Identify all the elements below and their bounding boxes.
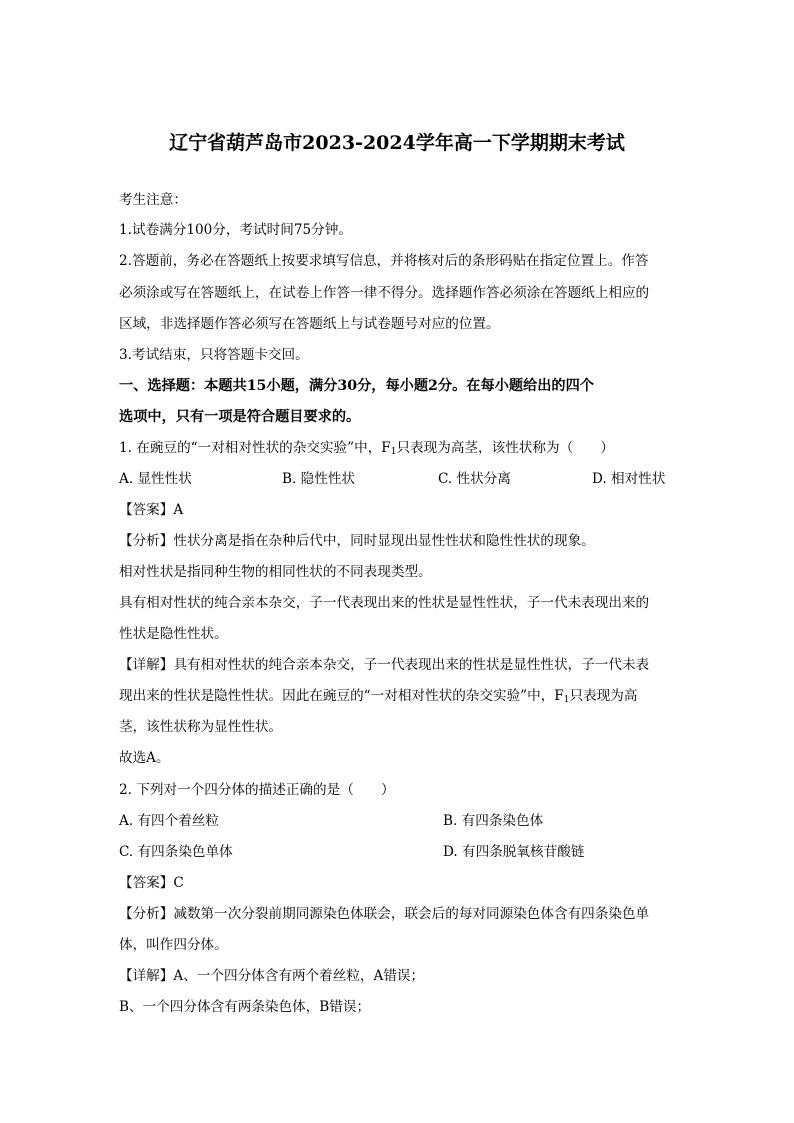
q1-analysis: 性状是隐性性状。 (119, 626, 228, 642)
q1-detail: 茎，该性状称为显性性状。 (119, 719, 283, 735)
section-heading: 一、选择题：本题共15小题，满分30分，每小题2分。在每小题给出的四个 (119, 378, 594, 394)
q1-detail: 【详解】具有相对性状的纯合亲本杂交，子一代表现出来的性状是显性性状，子一代未表 (119, 657, 650, 673)
q2-detail: 【详解】A、一个四分体含有两个着丝粒，A错误； (119, 968, 425, 984)
q2-option-d: D. 有四条脱氧核苷酸链 (443, 844, 585, 860)
q2-option-b: B. 有四条染色体 (443, 813, 544, 829)
q1-option-b: B. 隐性性状 (282, 471, 356, 487)
notice-item: 2.答题前，务必在答题纸上按要求填写信息，并将核对后的条形码贴在指定位置上。作答 (119, 253, 649, 269)
q2-detail: B、一个四分体含有两条染色体，B错误； (119, 999, 371, 1015)
question-1-stem: 1. 在豌豆的“一对相对性状的杂交实验”中，$F_1$只表现为高茎，该性状称为（ ） (119, 440, 614, 457)
q1-option-c: C. 性状分离 (438, 471, 511, 487)
question-2-stem: 2. 下列对一个四分体的描述正确的是（ ） (119, 782, 395, 798)
q1-analysis: 相对性状是指同种生物的相同性状的不同表现类型。 (119, 564, 432, 580)
q2-analysis: 体，叫作四分体。 (119, 937, 228, 953)
section-heading-cont: 选项中，只有一项是符合题目要求的。 (119, 409, 361, 425)
q2-answer: 【答案】C (119, 875, 184, 891)
notice-item: 1.试卷满分100分，考试时间75分钟。 (119, 222, 352, 238)
notice-item: 必须涂或写在答题纸上，在试卷上作答一律不得分。选择题作答必须涂在答题纸上相应的 (119, 285, 650, 301)
q1-analysis: 具有相对性状的纯合亲本杂交，子一代表现出来的性状是显性性状，子一代未表现出来的 (119, 595, 650, 611)
notice-item: 3.考试结束，只将答题卡交回。 (119, 347, 309, 363)
q1-option-a: A. 显性性状 (119, 471, 192, 487)
q1-option-d: D. 相对性状 (592, 471, 666, 487)
q1-analysis: 【分析】性状分离是指在杂种后代中，同时显现出显性性状和隐性性状的现象。 (119, 533, 595, 549)
q1-detail: 现出来的性状是隐性性状。因此在豌豆的“一对相对性状的杂交实验”中，$F_1$只表现为高 (119, 688, 638, 705)
q1-choose: 故选A。 (119, 750, 170, 766)
notice-heading: 考生注意： (119, 192, 187, 208)
q2-option-a: A. 有四个着丝粒 (119, 813, 220, 829)
q1-answer: 【答案】A (119, 502, 184, 518)
q2-analysis: 【分析】减数第一次分裂前期同源染色体联会，联会后的每对同源染色体含有四条染色单 (119, 906, 650, 922)
q2-option-c: C. 有四条染色单体 (119, 844, 233, 860)
notice-item: 区域，非选择题作答必须写在答题纸上与试卷题号对应的位置。 (119, 316, 500, 332)
page-title: 辽宁省葫芦岛市2023-2024学年高一下学期期末考试 (169, 132, 625, 154)
